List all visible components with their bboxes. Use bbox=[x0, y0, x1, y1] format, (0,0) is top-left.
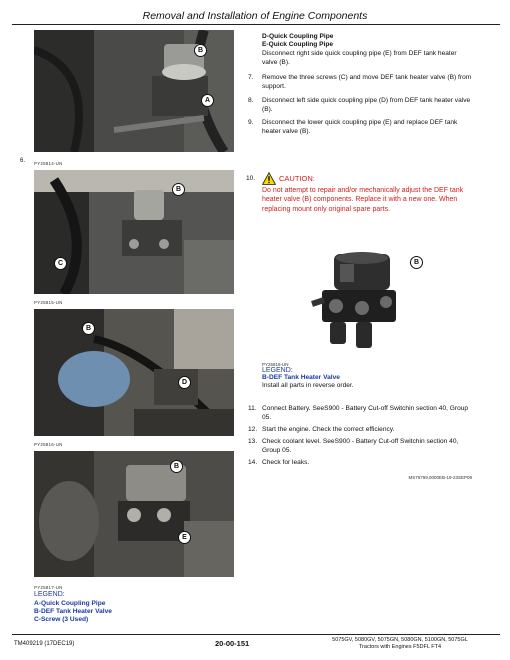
page-number: 20-00-151 bbox=[215, 639, 250, 648]
page-title: Removal and Installation of Engine Components bbox=[142, 10, 368, 22]
step-text: Disconnect left side quick coupling pipe (D) from DEF tank heater valve (B). bbox=[262, 97, 471, 114]
footer-manual-id: TM409219 (17DEC19) bbox=[14, 641, 75, 647]
figure-caption: PY25815-UN bbox=[34, 300, 63, 305]
callout-e: E bbox=[178, 531, 191, 544]
photo-heater-valve-3 bbox=[34, 309, 234, 436]
legend-title: LEGEND: bbox=[34, 591, 65, 598]
legend-title: LEGEND: bbox=[262, 367, 293, 374]
footer-subtitle: Tractors with Engines F5DFL FT4 bbox=[358, 644, 442, 651]
callout-d: D bbox=[178, 376, 191, 389]
figure-caption: PY25817-UN bbox=[34, 585, 63, 590]
step-7 bbox=[248, 73, 473, 91]
photo-heater-valve-4 bbox=[34, 451, 234, 577]
step-12 bbox=[248, 425, 473, 434]
step-14 bbox=[248, 458, 473, 467]
step-9 bbox=[248, 118, 473, 136]
step-text: Connect Battery. SeeS900 - Battery Cut-off Switchin section 40, Group 05. bbox=[262, 405, 469, 422]
step-13 bbox=[248, 437, 473, 455]
step-text: Disconnect the lower quick coupling pipe (E) and replace DEF tank heater valve (B). bbox=[262, 119, 458, 136]
step-text: Start the engine. Check the correct efficiency. bbox=[262, 426, 395, 433]
document-reference: MS76759,0000EB-19-23SEP09 bbox=[408, 475, 472, 480]
legend-item: B-DEF Tank Heater Valve bbox=[34, 607, 112, 615]
caution-step bbox=[246, 172, 474, 214]
callout-b: B bbox=[172, 183, 185, 196]
header-divider bbox=[12, 24, 500, 25]
step-8 bbox=[248, 96, 473, 114]
legend-item: C-Screw (3 Used) bbox=[34, 616, 89, 624]
step-11 bbox=[248, 404, 473, 422]
step-number: 11. bbox=[248, 405, 257, 412]
legend-item: A-Quick Coupling Pipe bbox=[34, 599, 106, 607]
step-number: 8. bbox=[248, 97, 254, 104]
footer-divider bbox=[12, 634, 500, 635]
legend-block bbox=[34, 591, 112, 624]
step-text: Check for leaks. bbox=[262, 459, 310, 466]
callout-a: A bbox=[201, 94, 214, 107]
photo-heater-valve-2 bbox=[34, 170, 234, 294]
step-number: 13. bbox=[248, 438, 258, 445]
caution-text: Do not attempt to repair and/or mechanically adjust the DEF tank heater valve (B) components. Replace it with a new one. When replacing mount only original spare parts. bbox=[262, 187, 464, 213]
callout-b: B bbox=[194, 44, 207, 57]
step-text: Check coolant level. SeeS900 - Battery Cut-off Switchin section 40, Group 05. bbox=[262, 438, 459, 455]
footer-model-list: 5075GV, 5080GV, 5075GN, 5080GN, 5100GN, 5075GL bbox=[332, 637, 468, 643]
step-number: 14. bbox=[248, 459, 258, 466]
legend-item: E-Quick Coupling Pipe bbox=[262, 40, 334, 48]
step-number: 12. bbox=[248, 426, 258, 433]
callout-c: C bbox=[54, 257, 67, 270]
step-text: Remove the three screws (C) and move DEF tank heater valve (B) from support. bbox=[262, 74, 472, 91]
figure-caption: PY25818-UN bbox=[262, 362, 289, 367]
step-number: 9. bbox=[248, 119, 254, 126]
instruction-text: Disconnect right side quick coupling pipe (E) from DEF tank heater valve (B). bbox=[262, 49, 457, 66]
instruction-text: Install all parts in reverse order. bbox=[262, 382, 354, 389]
callout-b: B bbox=[170, 460, 183, 473]
callout-b: B bbox=[82, 322, 95, 335]
legend-item: D-Quick Coupling Pipe bbox=[262, 33, 334, 40]
figure-caption: PY25816-UN bbox=[34, 442, 63, 447]
heater-legend bbox=[262, 362, 472, 390]
caution-label: CAUTION: bbox=[279, 174, 315, 183]
warning-triangle-icon bbox=[262, 172, 276, 185]
figure-caption: PY25814-UN bbox=[34, 161, 63, 166]
step-number: 10. bbox=[246, 175, 256, 182]
top-legend bbox=[262, 33, 472, 67]
footer-models bbox=[300, 637, 500, 652]
callout-b: B bbox=[410, 256, 423, 269]
def-heater-valve-image bbox=[300, 244, 412, 356]
step-number: 7. bbox=[248, 74, 254, 81]
legend-item: B-DEF Tank Heater Valve bbox=[262, 374, 340, 381]
step-6-number: 6. bbox=[20, 158, 26, 164]
